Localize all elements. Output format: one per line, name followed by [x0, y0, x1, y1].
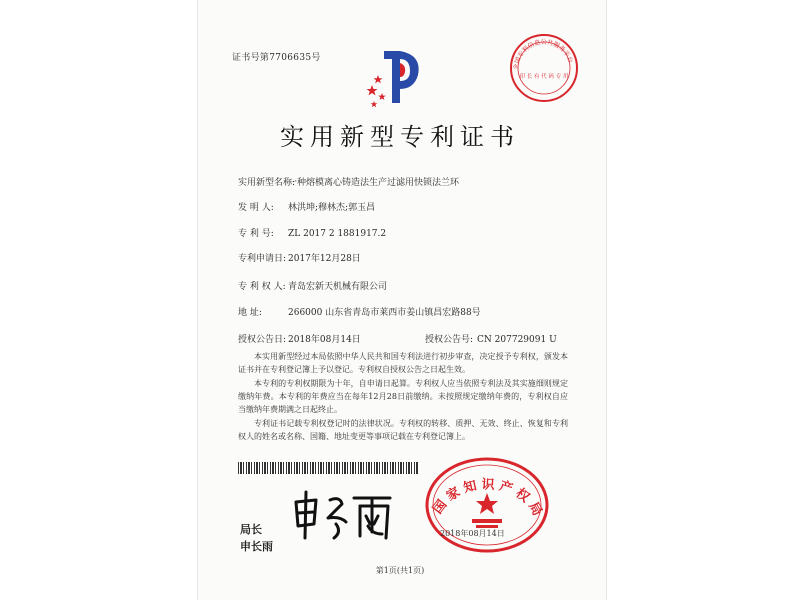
grant-date-label: 授权公告日:	[238, 335, 287, 345]
filing-date-label: 专利申请日:	[238, 254, 287, 264]
utility-name-label: 实用新型名称:	[238, 178, 296, 188]
grant-date-row	[238, 332, 361, 345]
filing-date-row	[238, 251, 361, 264]
grant-number-value: CN 207729091 U	[477, 335, 557, 345]
patent-number-label: 专 利 号:	[238, 229, 274, 239]
inventor-value: 林洪坤;穆林杰;郭玉昌	[288, 203, 376, 213]
grant-date-value: 2018年08月14日	[288, 335, 361, 345]
body-paragraph: 本实用新型经过本局依照中华人民共和国专利法进行初步审查，决定授予专利权，颁发本证书并在专利登记簿上予以登记。专利权自授权公告之日起生效。	[238, 352, 568, 374]
inventor-label: 发 明 人:	[238, 203, 274, 213]
certificate-number: 证书号第7706635号	[232, 53, 321, 63]
page-footer: 第1页(共1页)	[375, 566, 425, 575]
patent-number-row	[238, 226, 386, 239]
patentee-value: 青岛宏新天机械有限公司	[288, 282, 388, 292]
top-seal-inner-text: 印 长 有 代 码 专 用	[519, 74, 569, 80]
address-value: 266000 山东省青岛市莱西市姜山镇昌宏路88号	[288, 308, 481, 318]
patent-office-logo-icon	[360, 45, 430, 113]
barcode	[238, 462, 418, 474]
top-seal-text: 全国专利信息公共服务平台	[512, 38, 574, 71]
patentee-row	[238, 279, 387, 292]
utility-name-value: 一种熔模离心铸造法生产过滤用快锁法兰环	[288, 178, 460, 188]
handwritten-signature-icon	[290, 488, 400, 543]
filing-date-value: 2017年12月28日	[288, 254, 361, 264]
grant-number-row	[425, 332, 557, 345]
patent-number-value: ZL 2017 2 1881917.2	[288, 229, 387, 239]
director-name: 申长雨	[240, 540, 273, 553]
official-seal-text: 国家知识产权局	[430, 477, 547, 522]
body-paragraph: 本专利的专利权期限为十年，自申请日起算。专利权人应当依照专利法及其实施细则规定缴纳年费。本专利的年费应当在每年12月28日前缴纳。未按照规定缴纳年费的，专利权自应当缴纳年费期满之日起终止。	[238, 379, 568, 414]
inventor-row	[238, 200, 375, 213]
platform-seal-icon	[508, 32, 580, 104]
stamp-date: 2018年08月14日	[440, 529, 505, 538]
patentee-label: 专 利 权 人:	[238, 282, 286, 292]
certificate-body	[238, 350, 568, 444]
body-paragraph: 专利证书记载专利权登记时的法律状况。专利权的转移、质押、无效、终止、恢复和专利权人的姓名或名称、国籍、地址变更等事项记载在专利登记簿上。	[238, 419, 568, 441]
utility-name-row	[238, 175, 459, 188]
address-row	[238, 305, 481, 318]
official-seal-icon	[424, 455, 550, 555]
page-title: 实用新型专利证书	[280, 123, 520, 151]
director-title: 局长	[240, 523, 262, 536]
grant-number-label: 授权公告号:	[425, 335, 474, 345]
address-label: 地 址:	[238, 308, 262, 318]
